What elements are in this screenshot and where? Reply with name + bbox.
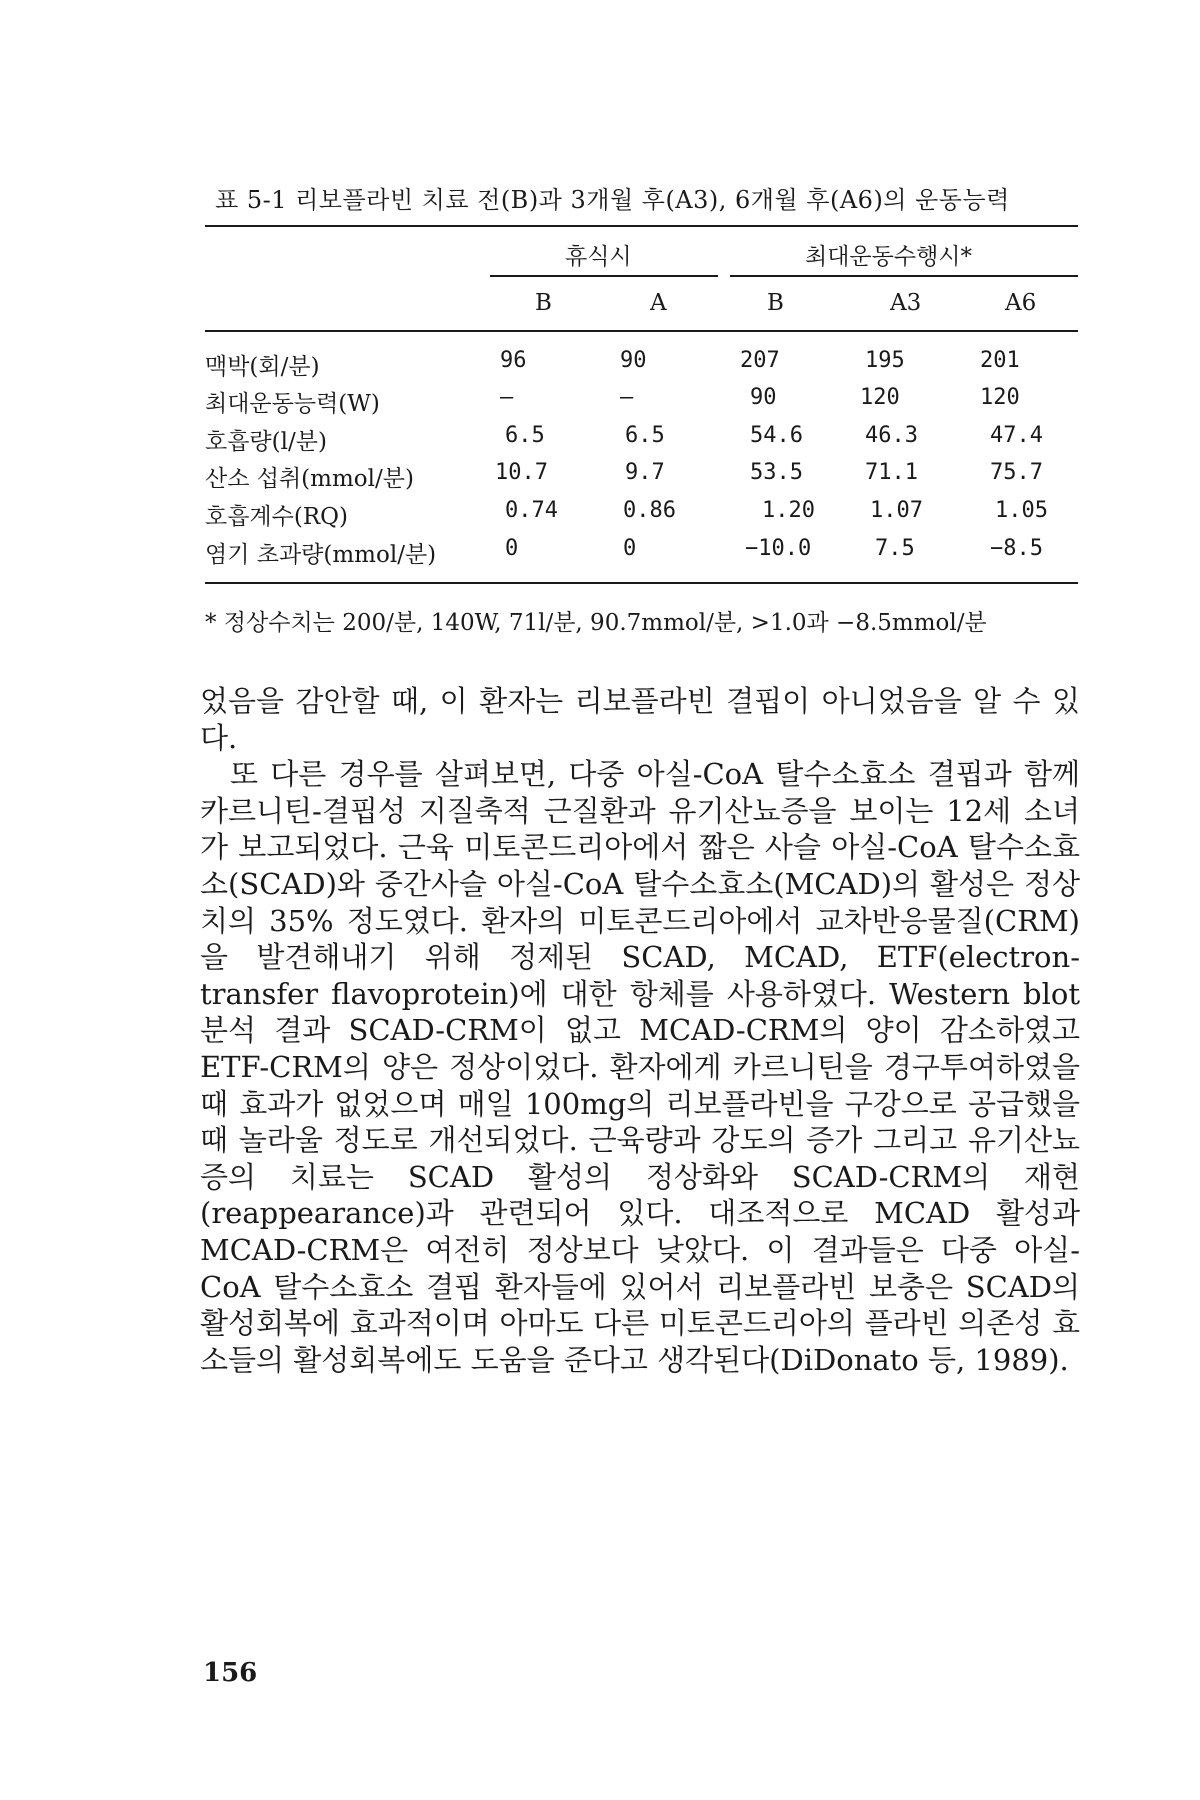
table-row xyxy=(205,385,1078,425)
table-cell: 54.6 xyxy=(750,423,803,448)
table-cell: 9.7 xyxy=(625,460,665,485)
group-rule-rest xyxy=(490,275,718,277)
table-cell: 10.7 xyxy=(495,460,548,485)
table-cell: 96 xyxy=(500,348,527,373)
table-row xyxy=(205,536,1078,576)
table-cell: 71.1 xyxy=(865,460,918,485)
table-cell: 6.5 xyxy=(505,423,545,448)
row-label: 호흡계수(RQ) xyxy=(205,504,348,530)
page-number: 156 xyxy=(203,1658,258,1688)
body-paragraph-2: 또 다른 경우를 살펴보면, 다중 아실-CoA 탈수소효소 결핍과 함께 카르니틴-결핍성 지질축적 근질환과 유기산뇨증을 보이는 12세 소녀가 보고되었다. 근육 미토콘드리아에서 짧은 사슬 아실-CoA 탈수소효소(SCAD)와 중간사슬 아실-CoA 탈수소효소(MCAD)의 활성은 정상치의 35% 정도였다. 환자의 미토콘드리아에서 교차반응물질(CRM)을 발견해내기 위해 정제된 SCAD, MCAD, ETF(electron-transfer flavoprotein)에 대한 항체를 사용하였다. Western blot 분석 결과 SCAD-CRM이 없고 MCAD-CRM의 양이 감소하였고 ETF-CRM의 양은 정상이었다. 환자에게 카르니틴을 경구투여하였을 때 효과가 없었으며 매일 100mg의 리보플라빈을 구강으로 공급했을 때 놀라울 정도로 개선되었다. 근육량과 강도의 증가 그리고 유기산뇨증의 치료는 SCAD 활성의 정상화와 SCAD-CRM의 재현(reappearance)과 관련되어 있다. 대조적으로 MCAD 활성과 MCAD-CRM은 여전히 정상보다 낮았다. 이 결과들은 다중 아실-CoA 탈수소효소 결핍 환자들에 있어서 리보플라빈 보충은 SCAD의 활성회복에 효과적이며 아마도 다른 미토콘드리아의 플라빈 의존성 효소들의 활성회복에도 도움을 준다고 생각된다(DiDonato 등, 1989). xyxy=(200,757,1080,1377)
table-cell: — xyxy=(500,385,514,410)
group-header-rest: 휴식시 xyxy=(565,244,632,270)
table-cell: 75.7 xyxy=(990,460,1043,485)
table-footnote: * 정상수치는 200/분, 140W, 71l/분, 90.7mmol/분, >1.0과 −8.5mmol/분 xyxy=(205,610,987,636)
column-header-rest-b: B xyxy=(535,290,552,316)
row-label: 호흡량(l/분) xyxy=(205,429,327,455)
group-header-max-exercise: 최대운동수행시* xyxy=(805,244,973,270)
table-cell: 53.5 xyxy=(750,460,803,485)
table-cell: 120 xyxy=(980,385,1020,410)
table-cell: 47.4 xyxy=(990,423,1043,448)
body-text xyxy=(200,683,1080,1378)
table-cell: 1.20 xyxy=(762,498,815,523)
row-label: 맥박(회/분) xyxy=(205,354,320,380)
table-row xyxy=(205,460,1078,500)
group-rule-max-exercise xyxy=(730,275,1078,277)
row-label: 최대운동능력(W) xyxy=(205,391,380,417)
row-label: 염기 초과량(mmol/분) xyxy=(205,542,437,568)
table-cell: 207 xyxy=(740,348,780,373)
table-cell: 7.5 xyxy=(875,536,915,561)
table-cell: — xyxy=(620,385,634,410)
column-header-max-a3: A3 xyxy=(890,290,922,316)
table-cell: 90 xyxy=(620,348,647,373)
column-header-rest-a: A xyxy=(650,290,667,316)
table-cell: 0.86 xyxy=(623,498,676,523)
table-cell: −10.0 xyxy=(745,536,812,561)
table-header-rule xyxy=(205,330,1078,332)
table-row xyxy=(205,498,1078,538)
table-cell: 6.5 xyxy=(625,423,665,448)
table-bottom-rule xyxy=(205,582,1078,584)
table-cell: 120 xyxy=(860,385,900,410)
table-cell: 195 xyxy=(865,348,905,373)
table-cell: 0.74 xyxy=(505,498,558,523)
table-cell: 90 xyxy=(750,385,777,410)
column-header-max-a6: A6 xyxy=(1005,290,1037,316)
table-caption: 표 5-1 리보플라빈 치료 전(B)과 3개월 후(A3), 6개월 후(A6)의 운동능력 xyxy=(215,186,1010,214)
table-row xyxy=(205,423,1078,463)
table-cell: 0 xyxy=(505,536,519,561)
body-paragraph-1: 었음을 감안할 때, 이 환자는 리보플라빈 결핍이 아니었음을 알 수 있다. xyxy=(200,684,1080,755)
table-top-rule xyxy=(205,225,1078,227)
table-row xyxy=(205,348,1078,388)
table-cell: 1.05 xyxy=(995,498,1048,523)
row-label: 산소 섭취(mmol/분) xyxy=(205,466,414,492)
table-cell: −8.5 xyxy=(990,536,1043,561)
column-header-max-b: B xyxy=(767,290,784,316)
table-cell: 46.3 xyxy=(865,423,918,448)
table-cell: 201 xyxy=(980,348,1020,373)
table-cell: 0 xyxy=(623,536,637,561)
table-cell: 1.07 xyxy=(870,498,923,523)
